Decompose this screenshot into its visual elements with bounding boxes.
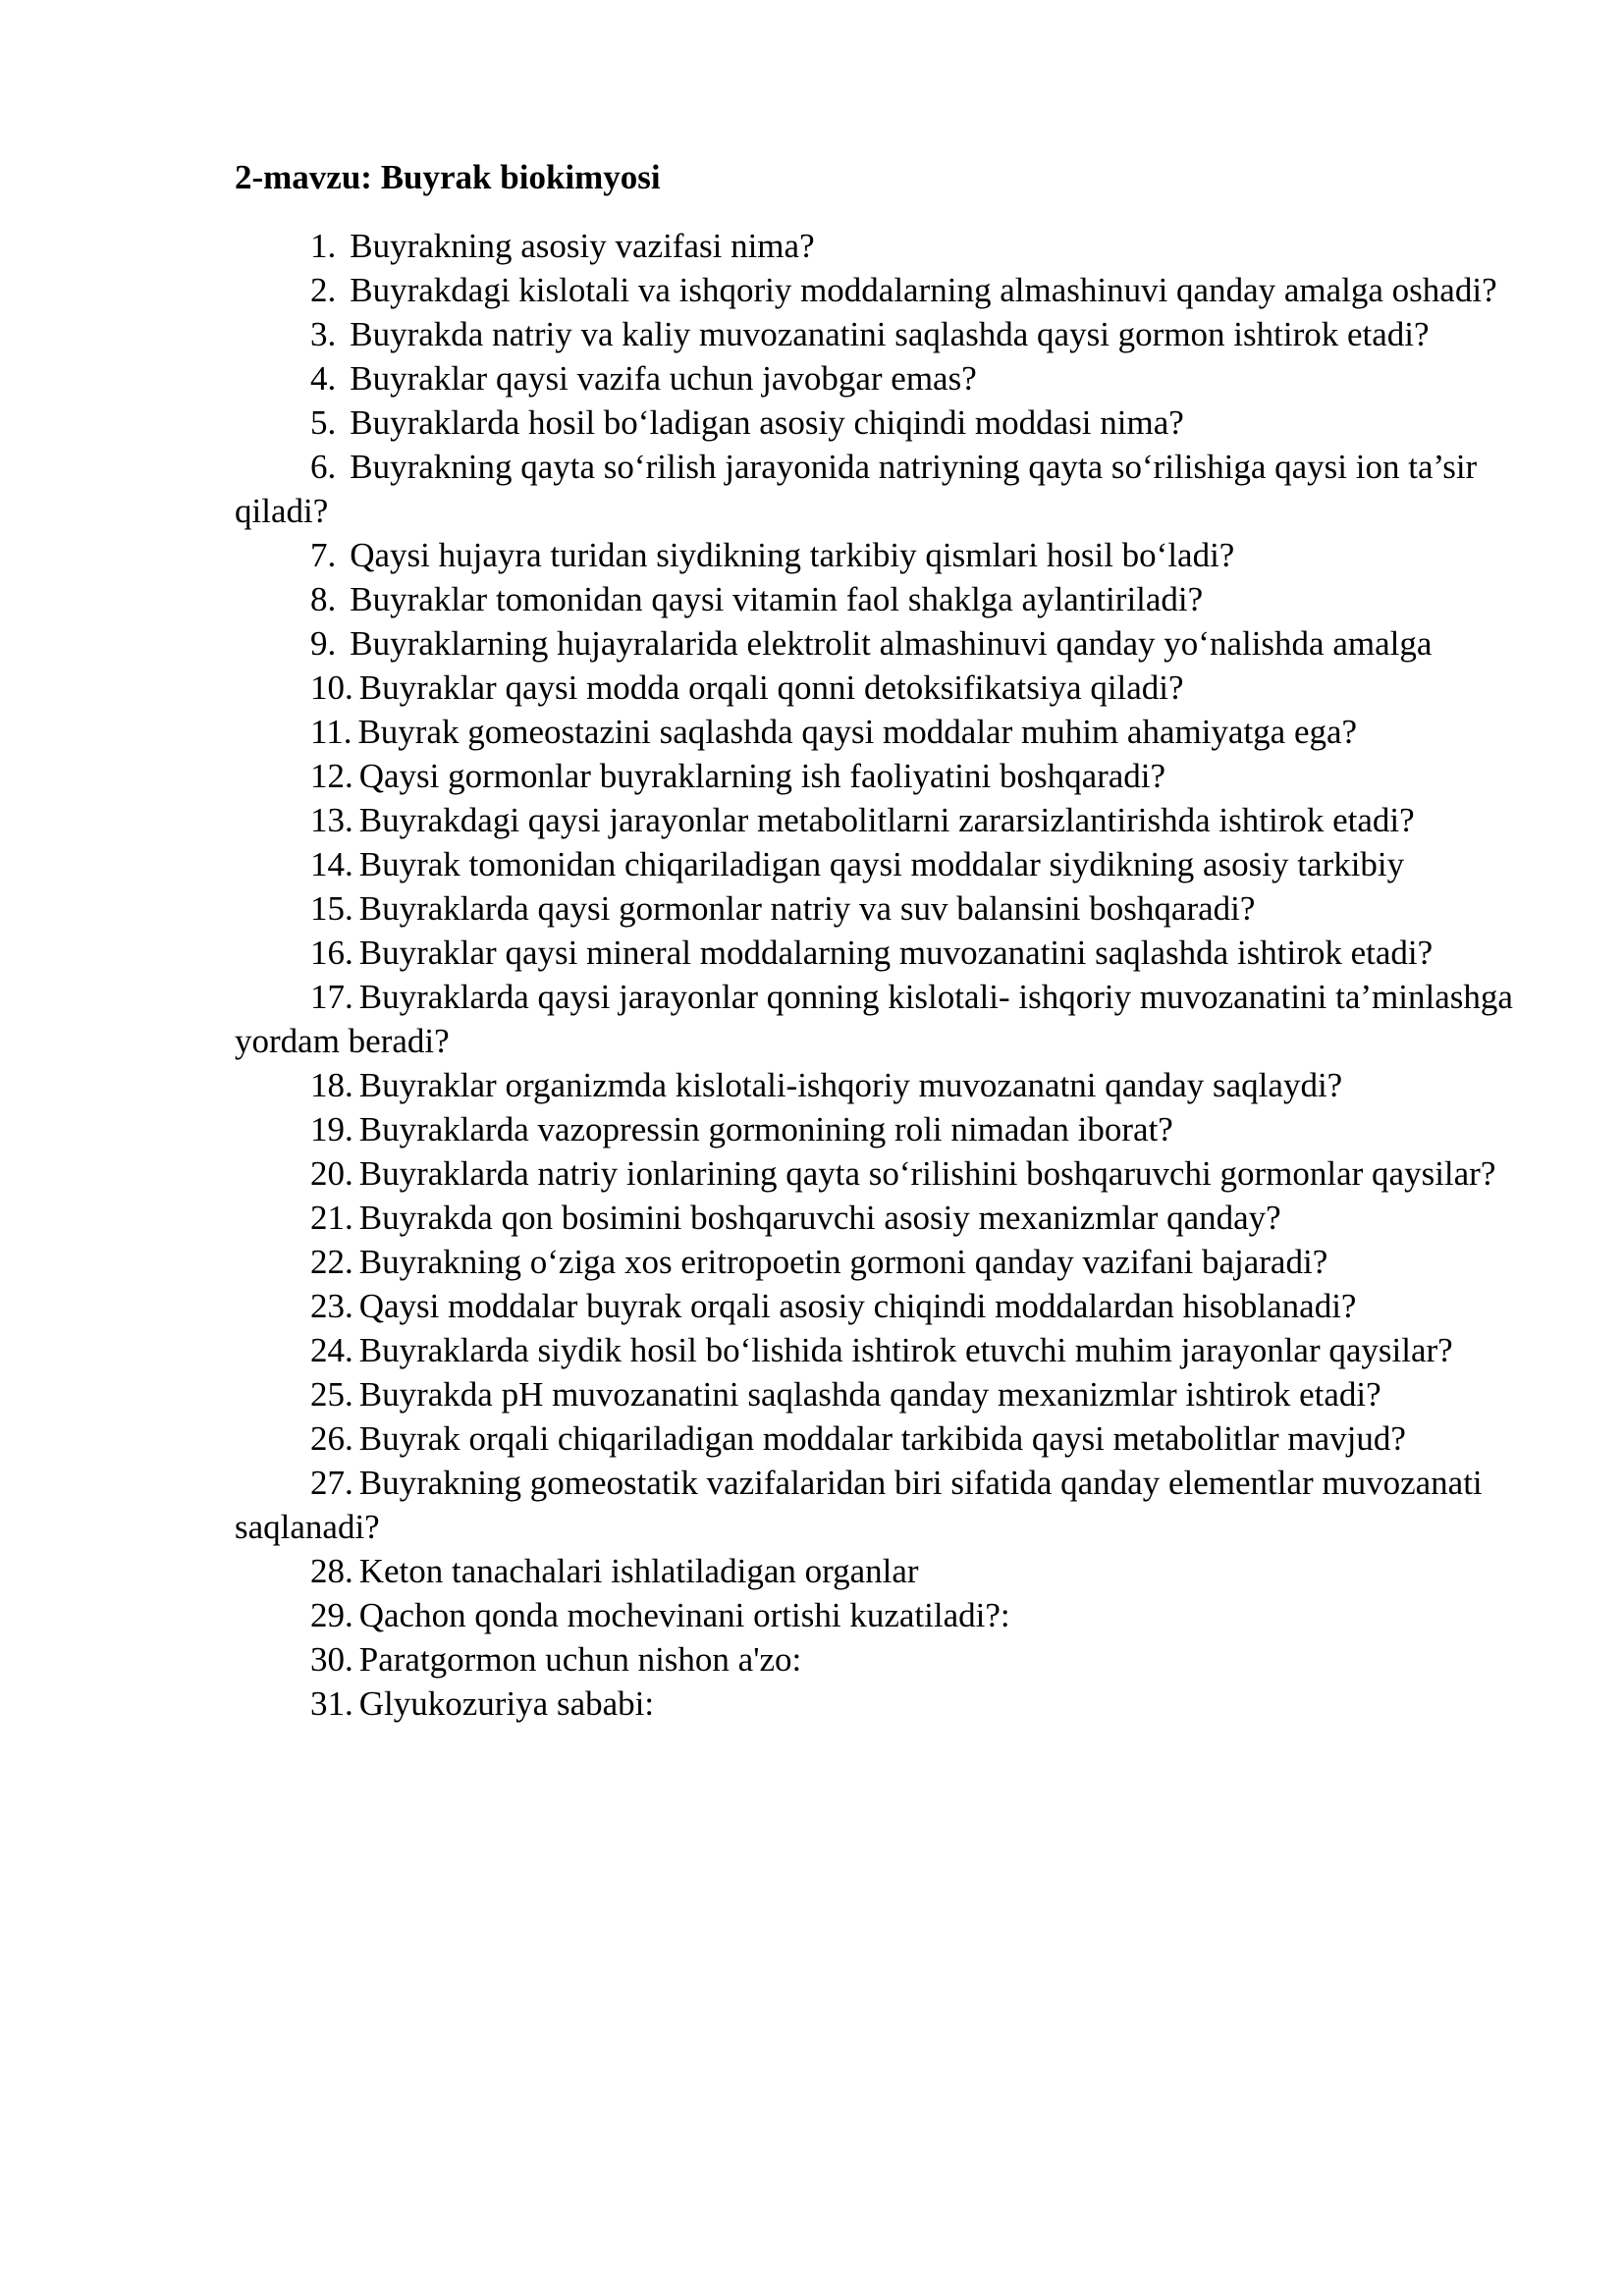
question-item	[235, 400, 1541, 445]
question-text: Buyraklar qaysi modda orqali qonni detoksifikatsiya qiladi?	[358, 668, 1184, 707]
question-text: Buyraklarda qaysi gormonlar natriy va suv balansini boshqaradi?	[358, 889, 1256, 928]
question-number: 11.	[310, 713, 352, 751]
question-item	[235, 1284, 1541, 1328]
question-text: Paratgormon uchun nishon a'zo:	[358, 1640, 802, 1679]
question-text: Buyrak orqali chiqariladigan moddalar tarkibida qaysi metabolitlar mavjud?	[358, 1419, 1406, 1458]
question-item	[235, 224, 1541, 268]
question-item	[235, 1682, 1541, 1726]
question-text: Qaysi gormonlar buyraklarning ish faoliyatini boshqaradi?	[358, 757, 1166, 795]
question-number: 30.	[310, 1640, 353, 1679]
question-number: 31.	[310, 1684, 353, 1723]
question-text: Qaysi hujayra turidan siydikning tarkibiy qismlari hosil bo‘ladi?	[350, 536, 1235, 574]
question-text: Buyraklar organizmda kislotali-ishqoriy muvozanatni qanday saqlaydi?	[358, 1066, 1343, 1104]
question-number: 20.	[310, 1154, 353, 1193]
question-list	[235, 224, 1541, 1726]
question-item	[235, 312, 1541, 356]
question-text: Qachon qonda mochevinani ortishi kuzatiladi?:	[358, 1596, 1010, 1634]
question-number: 14.	[310, 845, 353, 883]
question-item	[235, 1372, 1541, 1416]
question-text: Buyrakning o‘ziga xos eritropoetin gormoni qanday vazifani bajaradi?	[358, 1243, 1328, 1281]
question-text: Buyraklar qaysi mineral moddalarning muvozanatini saqlashda ishtirok etadi?	[358, 934, 1434, 972]
question-text: Buyrakning asosiy vazifasi nima?	[350, 227, 815, 265]
question-number: 9.	[310, 624, 337, 663]
question-number: 10.	[310, 668, 353, 707]
question-number: 29.	[310, 1596, 353, 1634]
question-item	[235, 1240, 1541, 1284]
question-item	[235, 931, 1541, 975]
question-text: Buyraklarda siydik hosil bo‘lishida ishtirok etuvchi muhim jarayonlar qaysilar?	[358, 1331, 1453, 1369]
question-text: Buyrak gomeostazini saqlashda qaysi moddalar muhim ahamiyatga ega?	[357, 713, 1358, 751]
question-number: 27.	[310, 1464, 353, 1502]
question-item	[235, 710, 1541, 754]
question-item	[235, 1637, 1541, 1682]
question-number: 25.	[310, 1375, 353, 1414]
question-number: 4.	[310, 359, 337, 398]
question-item	[235, 1151, 1541, 1196]
question-item	[235, 1063, 1541, 1107]
question-item	[235, 798, 1541, 842]
question-number: 13.	[310, 801, 353, 839]
question-text: Keton tanachalari ishlatiladigan organlar	[358, 1552, 919, 1590]
question-number: 17.	[310, 978, 353, 1016]
question-item	[235, 268, 1541, 312]
question-number: 18.	[310, 1066, 353, 1104]
question-number: 7.	[310, 536, 337, 574]
question-number: 26.	[310, 1419, 353, 1458]
question-number: 23.	[310, 1287, 353, 1325]
question-number: 2.	[310, 271, 337, 309]
question-item	[235, 577, 1541, 621]
question-text: Buyrakdagi qaysi jarayonlar metabolitlarni zararsizlantirishda ishtirok etadi?	[358, 801, 1415, 839]
question-item	[235, 1549, 1541, 1593]
question-text: Qaysi moddalar buyrak orqali asosiy chiqindi moddalardan hisoblanadi?	[358, 1287, 1357, 1325]
question-number: 15.	[310, 889, 353, 928]
question-item	[235, 621, 1541, 666]
question-text: Buyraklarda hosil bo‘ladigan asosiy chiqindi moddasi nima?	[350, 403, 1184, 442]
question-text: Buyrakning gomeostatik vazifalaridan biri sifatida qanday elementlar muvozanati saqlanadi?	[235, 1464, 1483, 1546]
question-text: Buyraklarda vazopressin gormonining roli nimadan iborat?	[358, 1110, 1173, 1148]
question-number: 21.	[310, 1199, 353, 1237]
question-item	[235, 1328, 1541, 1372]
question-item	[235, 842, 1541, 886]
question-item	[235, 1416, 1541, 1461]
question-text: Buyraklarda qaysi jarayonlar qonning kislotali- ishqoriy muvozanatini ta’minlashga yordam beradi?	[235, 978, 1513, 1060]
question-text: Buyrakdagi kislotali va ishqoriy moddalarning almashinuvi qanday amalga oshadi?	[350, 271, 1497, 309]
page-title: 2-mavzu: Buyrak biokimyosi	[235, 158, 661, 196]
question-number: 6.	[310, 448, 337, 486]
question-item	[235, 666, 1541, 710]
question-item	[235, 445, 1541, 533]
question-number: 19.	[310, 1110, 353, 1148]
question-text: Buyrakda qon bosimini boshqaruvchi asosiy mexanizmlar qanday?	[358, 1199, 1281, 1237]
question-item	[235, 533, 1541, 577]
question-item	[235, 975, 1541, 1063]
question-text: Buyrak tomonidan chiqariladigan qaysi moddalar siydikning asosiy tarkibiy	[358, 845, 1405, 883]
question-text: Buyraklarning hujayralarida elektrolit almashinuvi qanday yo‘nalishda amalga	[350, 624, 1433, 663]
question-number: 1.	[310, 227, 337, 265]
question-item	[235, 356, 1541, 400]
question-text: Buyrakning qayta so‘rilish jarayonida natriyning qayta so‘rilishiga qaysi ion ta’sir qiladi?	[235, 448, 1478, 530]
question-text: Buyraklar tomonidan qaysi vitamin faol shaklga aylantiriladi?	[350, 580, 1204, 618]
question-item	[235, 1461, 1541, 1549]
question-number: 22.	[310, 1243, 353, 1281]
question-number: 28.	[310, 1552, 353, 1590]
question-item	[235, 1593, 1541, 1637]
question-text: Buyrakda natriy va kaliy muvozanatini saqlashda qaysi gormon ishtirok etadi?	[350, 315, 1430, 353]
question-item	[235, 1107, 1541, 1151]
question-item	[235, 754, 1541, 798]
question-text: Buyrakda pH muvozanatini saqlashda qanday mexanizmlar ishtirok etadi?	[358, 1375, 1381, 1414]
question-number: 5.	[310, 403, 337, 442]
question-item	[235, 886, 1541, 931]
question-text: Buyraklar qaysi vazifa uchun javobgar emas?	[350, 359, 977, 398]
question-item	[235, 1196, 1541, 1240]
question-number: 16.	[310, 934, 353, 972]
question-text: Buyraklarda natriy ionlarining qayta so‘rilishini boshqaruvchi gormonlar qaysilar?	[358, 1154, 1496, 1193]
question-number: 8.	[310, 580, 337, 618]
question-text: Glyukozuriya sababi:	[358, 1684, 655, 1723]
question-number: 24.	[310, 1331, 353, 1369]
question-number: 12.	[310, 757, 353, 795]
question-number: 3.	[310, 315, 337, 353]
